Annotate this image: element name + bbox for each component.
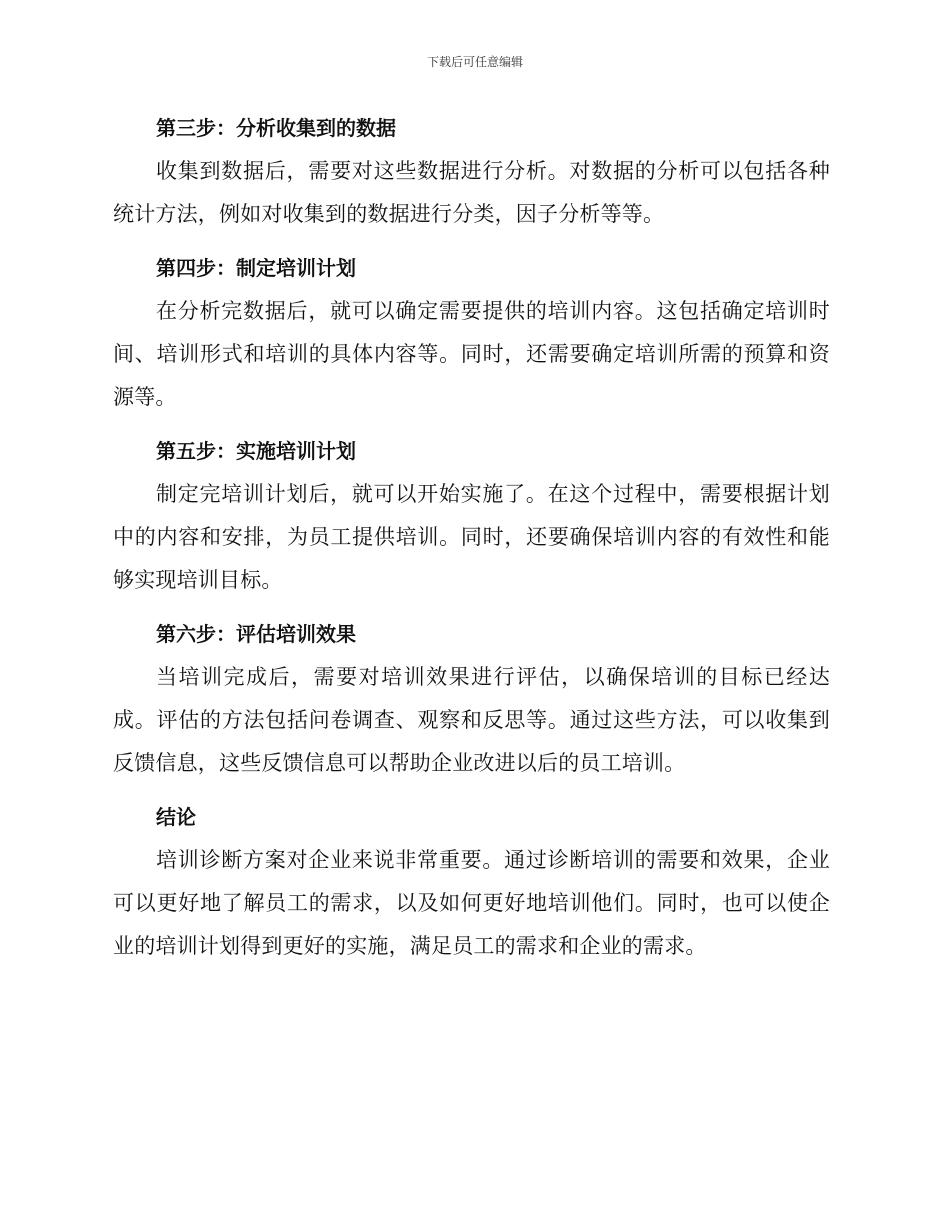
section-step-3 xyxy=(113,106,830,236)
section-paragraph: 收集到数据后，需要对这些数据进行分析。对数据的分析可以包括各种统计方法，例如对收集到的数据进行分类，因子分析等等。 xyxy=(113,159,830,226)
section-step-5 xyxy=(113,429,830,602)
section-step-6 xyxy=(113,612,830,785)
section-heading: 结论 xyxy=(156,805,196,829)
section-conclusion xyxy=(113,795,830,968)
section-heading: 第四步：制定培训计划 xyxy=(156,256,356,280)
document-body xyxy=(113,106,830,978)
section-step-4 xyxy=(113,246,830,419)
section-paragraph: 在分析完数据后，就可以确定需要提供的培训内容。这包括确定培训时间、培训形式和培训的具体内容等。同时，还需要确定培训所需的预算和资源等。 xyxy=(113,299,830,409)
section-heading: 第三步：分析收集到的数据 xyxy=(156,116,396,140)
section-heading: 第五步：实施培训计划 xyxy=(156,439,356,463)
page-header: 下载后可任意编辑 xyxy=(426,55,523,69)
section-paragraph: 制定完培训计划后，就可以开始实施了。在这个过程中，需要根据计划中的内容和安排，为员工提供培训。同时，还要确保培训内容的有效性和能够实现培训目标。 xyxy=(113,482,830,592)
section-heading: 第六步：评估培训效果 xyxy=(156,622,356,646)
section-paragraph: 培训诊断方案对企业来说非常重要。通过诊断培训的需要和效果，企业可以更好地了解员工的需求，以及如何更好地培训他们。同时，也可以使企业的培训计划得到更好的实施，满足员工的需求和企业的需求。 xyxy=(113,848,830,958)
section-paragraph: 当培训完成后，需要对培训效果进行评估，以确保培训的目标已经达成。评估的方法包括问卷调查、观察和反思等。通过这些方法，可以收集到反馈信息，这些反馈信息可以帮助企业改进以后的员工培训。 xyxy=(113,665,830,775)
